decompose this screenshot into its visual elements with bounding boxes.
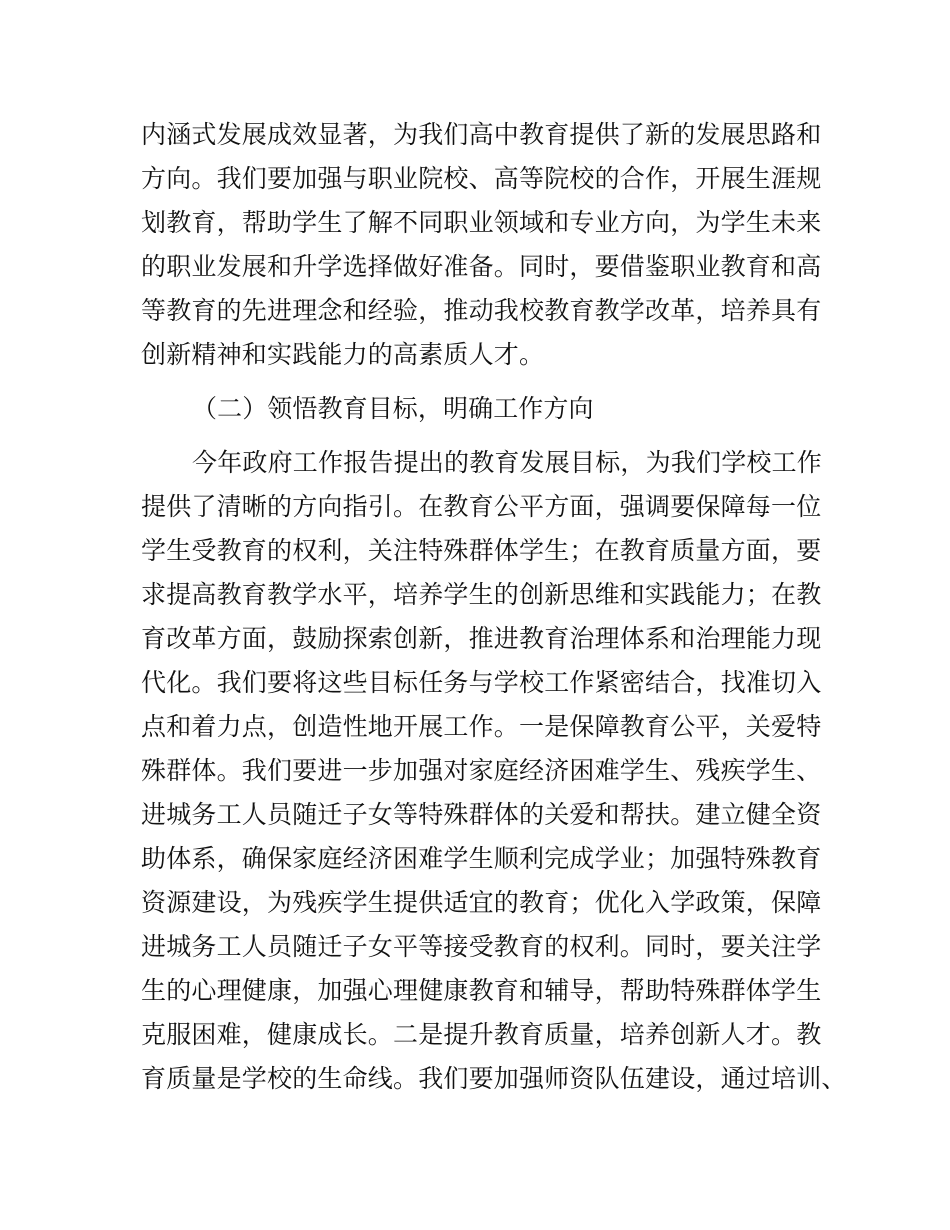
text-line: 划教育，帮助学生了解不同职业领域和专业方向，为学生未来 xyxy=(141,208,822,237)
text-line: 育质量是学校的生命线。我们要加强师资队伍建设，通过培训、 xyxy=(141,1064,847,1093)
text-line: 资源建设，为残疾学生提供适宜的教育；优化入学政策，保障 xyxy=(141,888,822,917)
text-line: 的职业发展和升学选择做好准备。同时，要借鉴职业教育和高 xyxy=(141,252,822,281)
text-line: 求提高教育教学水平，培养学生的创新思维和实践能力；在教 xyxy=(141,580,822,609)
text-line: 点和着力点，创造性地开展工作。一是保障教育公平，关爱特 xyxy=(141,712,822,741)
text-line: 创新精神和实践能力的高素质人才。 xyxy=(141,340,545,369)
text-line: 学生受教育的权利，关注特殊群体学生；在教育质量方面，要 xyxy=(141,536,822,565)
text-line: 等教育的先进理念和经验，推动我校教育教学改革，培养具有 xyxy=(141,296,822,325)
text-line: 内涵式发展成效显著，为我们高中教育提供了新的发展思路和 xyxy=(141,120,822,149)
section-heading: （二）领悟教育目标，明确工作方向 xyxy=(192,394,594,423)
text-line: 克服困难，健康成长。二是提升教育质量，培养创新人才。教 xyxy=(141,1020,822,1049)
text-line: 进城务工人员随迁子女等特殊群体的关爱和帮扶。建立健全资 xyxy=(141,800,822,829)
text-line: 生的心理健康，加强心理健康教育和辅导，帮助特殊群体学生 xyxy=(141,976,822,1005)
text-line: 育改革方面，鼓励探索创新，推进教育治理体系和治理能力现 xyxy=(141,624,822,653)
text-line: 方向。我们要加强与职业院校、高等院校的合作，开展生涯规 xyxy=(141,164,822,193)
text-line: 助体系，确保家庭经济困难学生顺利完成学业；加强特殊教育 xyxy=(141,844,822,873)
text-line: 进城务工人员随迁子女平等接受教育的权利。同时，要关注学 xyxy=(141,932,822,961)
text-line: 代化。我们要将这些目标任务与学校工作紧密结合，找准切入 xyxy=(141,668,822,697)
text-line: 提供了清晰的方向指引。在教育公平方面，强调要保障每一位 xyxy=(141,492,822,521)
text-line: 殊群体。我们要进一步加强对家庭经济困难学生、残疾学生、 xyxy=(141,756,822,785)
text-line: 今年政府工作报告提出的教育发展目标，为我们学校工作 xyxy=(192,448,823,477)
